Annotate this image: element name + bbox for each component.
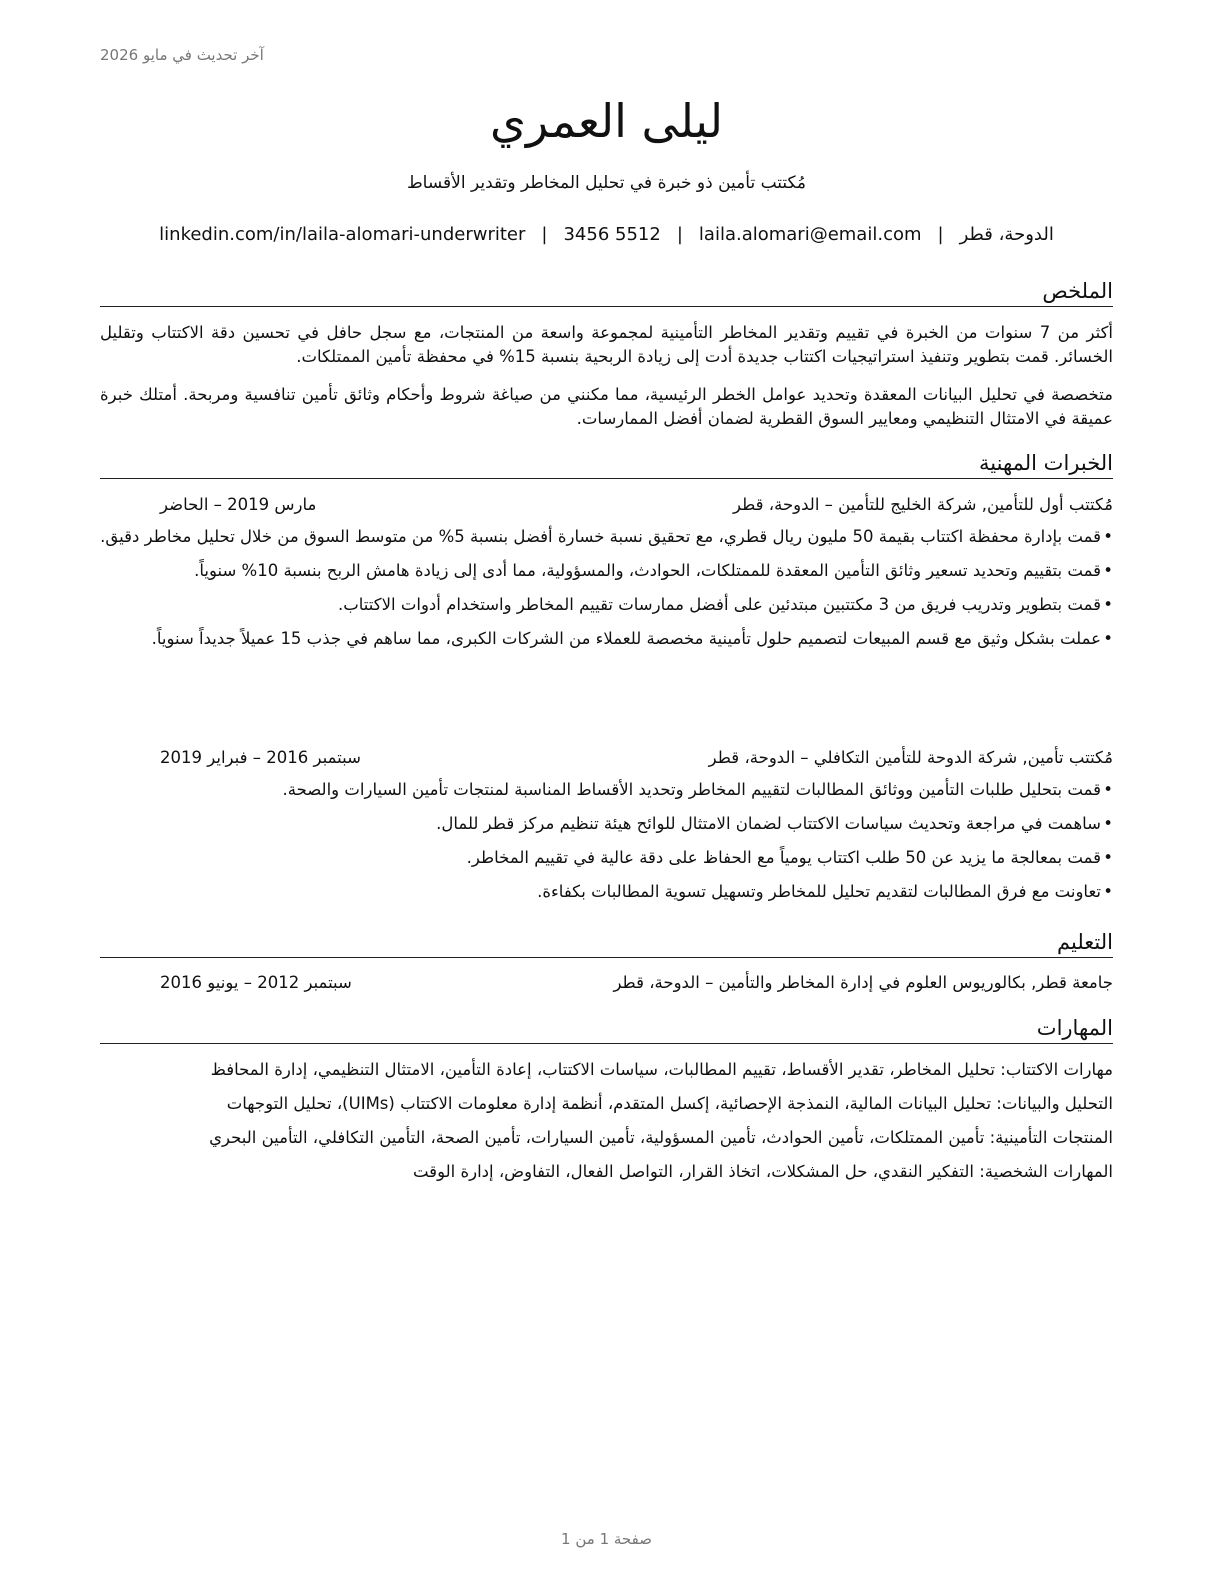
job-bullet-list bbox=[100, 777, 1113, 913]
section-title-summary: الملخص bbox=[100, 277, 1113, 307]
page-number: صفحة 1 من 1 bbox=[561, 1530, 652, 1548]
job-role: مُكتتب تأمين, شركة الدوحة للتأمين التكافلي – الدوحة، قطر bbox=[708, 748, 1113, 767]
job-dates: سبتمبر 2016 – فبراير 2019 bbox=[160, 748, 361, 767]
contact-line bbox=[148, 223, 1065, 247]
last-updated-note: آخر تحديث في مايو 2026 bbox=[100, 46, 264, 64]
candidate-tagline: مُكتتب تأمين ذو خبرة في تحليل المخاطر وتقدير الأقساط bbox=[406, 173, 807, 193]
job-bullet-list bbox=[100, 524, 1113, 660]
skills-list bbox=[100, 1057, 1113, 1193]
section-title-education: التعليم bbox=[100, 928, 1113, 958]
summary-paragraph: متخصصة في تحليل البيانات المعقدة وتحديد عوامل الخطر الرئيسية، مما مكنني من صياغة شروط وأحكام وثائق تأمين تنافسية ومربحة. أمتلك خبرة عميقة في الامتثال التنظيمي ومعايير السوق القطرية لضمان أفضل الممارسات. bbox=[100, 385, 1113, 428]
contact-email[interactable]: laila.alomari@email.com bbox=[698, 224, 922, 245]
job-bullet: • عملت بشكل وثيق مع قسم المبيعات لتصميم حلول تأمينية مخصصة للعملاء من الشركات الكبرى، مما ساهم في جذب 15 عميلاً جديداً سنوياً. bbox=[100, 626, 1113, 651]
skill-line: المهارات الشخصية: التفكير النقدي، حل المشكلات، اتخاذ القرار، التواصل الفعال، التفاوض، إدارة الوقت bbox=[412, 1162, 1113, 1181]
job-bullet: • تعاونت مع فرق المطالبات لتقديم تحليل للمخاطر وتسهيل تسوية المطالبات بكفاءة. bbox=[100, 879, 1113, 904]
section-title-skills: المهارات bbox=[100, 1014, 1113, 1044]
skill-line: المنتجات التأمينية: تأمين الممتلكات، تأمين الحوادث، تأمين المسؤولية، تأمين السيارات، تأمين الصحة، التأمين التكافلي، التأمين البحري bbox=[209, 1128, 1113, 1147]
job-dates: مارس 2019 – الحاضر bbox=[160, 495, 317, 514]
job-bullet: • قمت بمعالجة ما يزيد عن 50 طلب اكتتاب يومياً مع الحفاظ على دقة عالية في تقييم المخاطر. bbox=[100, 845, 1113, 870]
job-bullet: • قمت بتحليل طلبات التأمين ووثائق المطالبات لتقييم المخاطر وتحديد الأقساط المناسبة لمنتجات تأمين السيارات والصحة. bbox=[100, 777, 1113, 802]
skill-line: التحليل والبيانات: تحليل البيانات المالية، النمذجة الإحصائية، إكسل المتقدم، أنظمة إدارة معلومات الاكتتاب (UIMs)، تحليل التوجهات bbox=[226, 1094, 1113, 1113]
job-header bbox=[100, 746, 1113, 770]
contact-separator: | bbox=[541, 224, 548, 245]
education-entry bbox=[100, 971, 1113, 995]
education-dates: سبتمبر 2012 – يونيو 2016 bbox=[160, 973, 352, 992]
job-header bbox=[100, 493, 1113, 517]
contact-linkedin[interactable]: linkedin.com/in/laila-alomari-underwriter bbox=[159, 224, 526, 245]
job-bullet: • قمت بإدارة محفظة اكتتاب بقيمة 50 مليون ريال قطري، مع تحقيق نسبة خسارة أفضل بنسبة 5% من متوسط السوق من خلال تحليل مخاطر دقيق. bbox=[100, 524, 1113, 549]
contact-location: الدوحة، قطر bbox=[959, 224, 1054, 245]
skill-line: مهارات الاكتتاب: تحليل المخاطر، تقدير الأقساط، تقييم المطالبات، سياسات الاكتتاب، إعادة التأمين، الامتثال التنظيمي، إدارة المحافظ bbox=[210, 1060, 1113, 1079]
education-degree: جامعة قطر, بكالوريوس العلوم في إدارة المخاطر والتأمين – الدوحة، قطر bbox=[613, 973, 1113, 992]
contact-separator: | bbox=[937, 224, 944, 245]
candidate-name: ليلى العمري bbox=[489, 94, 724, 148]
job-bullet: • قمت بتطوير وتدريب فريق من 3 مكتتبين مبتدئين على أفضل ممارسات تقييم المخاطر واستخدام أدوات الاكتتاب. bbox=[100, 592, 1113, 617]
section-title-experience: الخبرات المهنية bbox=[100, 449, 1113, 479]
job-bullet: • قمت بتقييم وتحديد تسعير وثائق التأمين المعقدة للممتلكات، الحوادث، والمسؤولية، مما أدى إلى زيادة هامش الربح بنسبة 10% سنوياً. bbox=[100, 558, 1113, 583]
job-bullet: • ساهمت في مراجعة وتحديث سياسات الاكتتاب لضمان الامتثال للوائح هيئة تنظيم مركز قطر للمال. bbox=[100, 811, 1113, 836]
job-role: مُكتتب أول للتأمين, شركة الخليج للتأمين – الدوحة، قطر bbox=[733, 495, 1113, 514]
contact-phone[interactable]: 3456 5512 bbox=[563, 224, 661, 245]
resume-page bbox=[100, 0, 1113, 1584]
contact-separator: | bbox=[676, 224, 683, 245]
summary-paragraph: أكثر من 7 سنوات من الخبرة في تقييم وتقدير المخاطر التأمينية لمجموعة واسعة من المنتجات، مع سجل حافل في تحسين دقة الاكتتاب وتقليل الخسائر. قمت بتطوير وتنفيذ استراتيجيات اكتتاب جديدة أدت إلى زيادة الربحية بنسبة 15% في محفظة تأمين الممتلكات. bbox=[100, 323, 1114, 366]
